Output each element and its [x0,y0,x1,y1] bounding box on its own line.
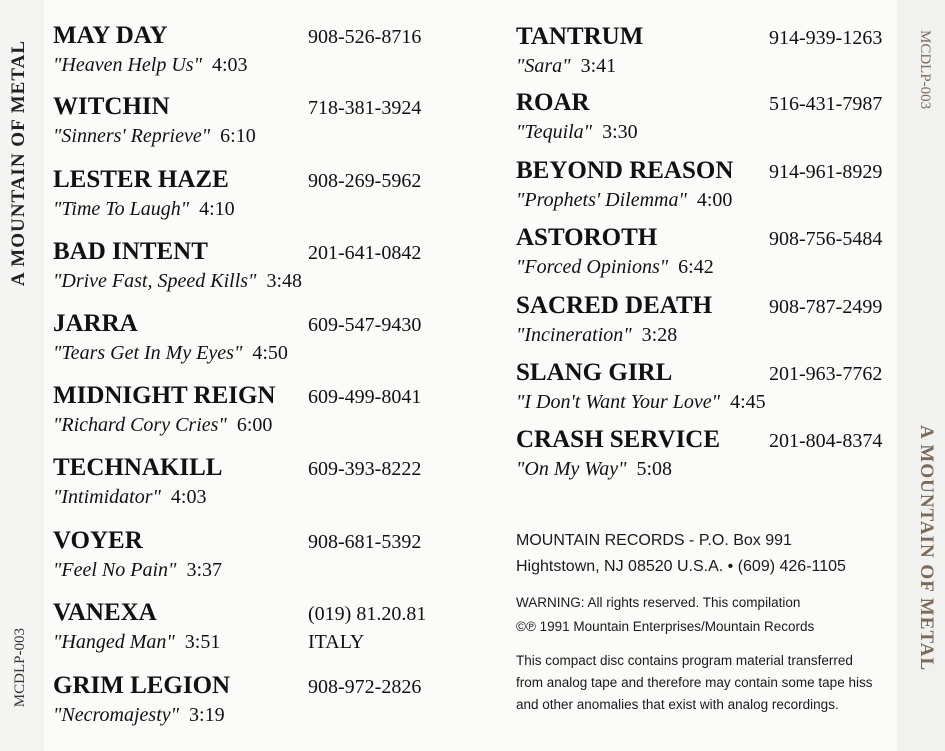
right-spine-title: A MOUNTAIN OF METAL [916,425,937,672]
band-phone: 609-499-8041 [308,386,422,408]
song-title: "On My Way" [516,458,627,480]
band-name: VANEXA [53,599,157,626]
song-line [516,322,677,348]
copyright-line: ©℗ 1991 Mountain Enterprises/Mountain Records [516,619,815,634]
song-duration: 5:08 [636,458,673,480]
band-name: CRASH SERVICE [516,426,721,453]
song-line [53,268,302,294]
song-line [516,456,672,482]
song-duration: 4:45 [730,391,766,413]
right-spine-catalog-number: MCDLP-003 [917,30,933,110]
song-title: "Forced Opinions" [516,256,669,278]
band-phone: 908-972-2826 [308,676,422,698]
song-title: "Drive Fast, Speed Kills" [53,270,257,292]
song-line [516,187,732,213]
band-phone: (019) 81.20.81 [308,603,427,625]
band-phone: 908-526-8716 [308,26,422,48]
song-line [53,702,225,728]
notice-line-1: This compact disc contains program material transferred [516,653,853,668]
band-name: MIDNIGHT REIGN [53,382,276,409]
band-phone: 908-269-5962 [308,170,422,192]
band-phone: 914-939-1263 [769,27,883,49]
song-duration: 3:28 [641,324,678,346]
song-title: "Feel No Pain" [53,559,177,581]
song-title: "Sara" [516,55,571,77]
band-phone: 908-681-5392 [308,531,422,553]
band-name: WITCHIN [53,93,170,120]
song-duration: 4:50 [252,342,288,364]
band-phone: 718-381-3924 [308,97,422,119]
song-title: "Incineration" [516,324,632,346]
notice-line-3: and other anomalies that exist with analog recordings. [516,697,839,712]
song-duration: 3:30 [602,121,638,143]
song-line [53,557,222,583]
song-title: "Intimidator" [53,486,161,508]
song-line [53,52,248,78]
band-name: GRIM LEGION [53,672,231,699]
song-duration: 4:03 [211,54,248,76]
band-country: ITALY [308,631,365,653]
band-name: SACRED DEATH [516,292,713,319]
song-line [516,254,714,280]
address-line-1: MOUNTAIN RECORDS - P.O. Box 991 [516,532,792,549]
song-duration: 4:03 [170,486,207,508]
song-line [53,412,272,438]
song-title: "Necromajesty" [53,704,180,726]
song-title: "I Don't Want Your Love" [516,391,721,413]
song-duration: 3:37 [186,559,222,581]
band-name: BEYOND REASON [516,157,734,184]
band-name: ROAR [516,89,590,116]
song-title: "Tequila" [516,121,593,143]
band-name: TECHNAKILL [53,454,223,481]
band-name: LESTER HAZE [53,166,229,193]
song-duration: 3:51 [184,631,221,653]
band-name: ASTOROTH [516,224,658,251]
label-address [516,528,846,580]
song-duration: 3:19 [189,704,225,726]
band-phone: 201-804-8374 [769,430,883,452]
left-spine-catalog-number: MCDLP-003 [12,628,28,708]
song-line [516,53,616,79]
song-duration: 6:42 [678,256,714,278]
song-line [516,389,766,415]
band-phone: 908-756-5484 [769,228,883,250]
left-spine-title: A MOUNTAIN OF METAL [8,40,29,287]
band-name: BAD INTENT [53,238,208,265]
song-line [53,484,206,510]
song-title: "Prophets' Dilemma" [516,189,687,211]
band-name: VOYER [53,527,143,554]
song-duration: 6:00 [236,414,273,436]
song-title: "Hanged Man" [53,631,175,653]
band-phone: 201-641-0842 [308,242,422,264]
band-name: JARRA [53,310,138,337]
warning-line: WARNING: All rights reserved. This compilation [516,595,801,610]
song-title: "Heaven Help Us" [53,54,202,76]
song-duration: 3:41 [580,55,617,77]
song-line [53,196,235,222]
song-line [53,340,288,366]
band-name: SLANG GIRL [516,359,673,386]
band-name: TANTRUM [516,23,644,50]
notice-line-2: from analog tape and therefore may contain some tape hiss [516,675,873,690]
song-duration: 6:10 [220,125,256,147]
song-duration: 3:48 [266,270,302,292]
song-title: "Richard Cory Cries" [53,414,227,436]
song-title: "Tears Get In My Eyes" [53,342,243,364]
band-phone: 914-961-8929 [769,161,883,183]
song-duration: 4:00 [696,189,733,211]
band-name: MAY DAY [53,22,168,49]
song-line [516,119,638,145]
band-phone: 201-963-7762 [769,363,883,385]
song-title: "Sinners' Reprieve" [53,125,211,147]
band-phone: 908-787-2499 [769,296,883,318]
rights-warning [516,591,814,639]
band-phone: 609-393-8222 [308,458,422,480]
address-line-2: Hightstown, NJ 08520 U.S.A. • (609) 426-1105 [516,558,846,575]
song-duration: 4:10 [199,198,235,220]
band-phone: 609-547-9430 [308,314,422,336]
song-line [53,123,256,149]
band-phone: 516-431-7987 [769,93,883,115]
song-line [53,629,220,655]
analog-notice [516,650,872,716]
song-title: "Time To Laugh" [53,198,190,220]
